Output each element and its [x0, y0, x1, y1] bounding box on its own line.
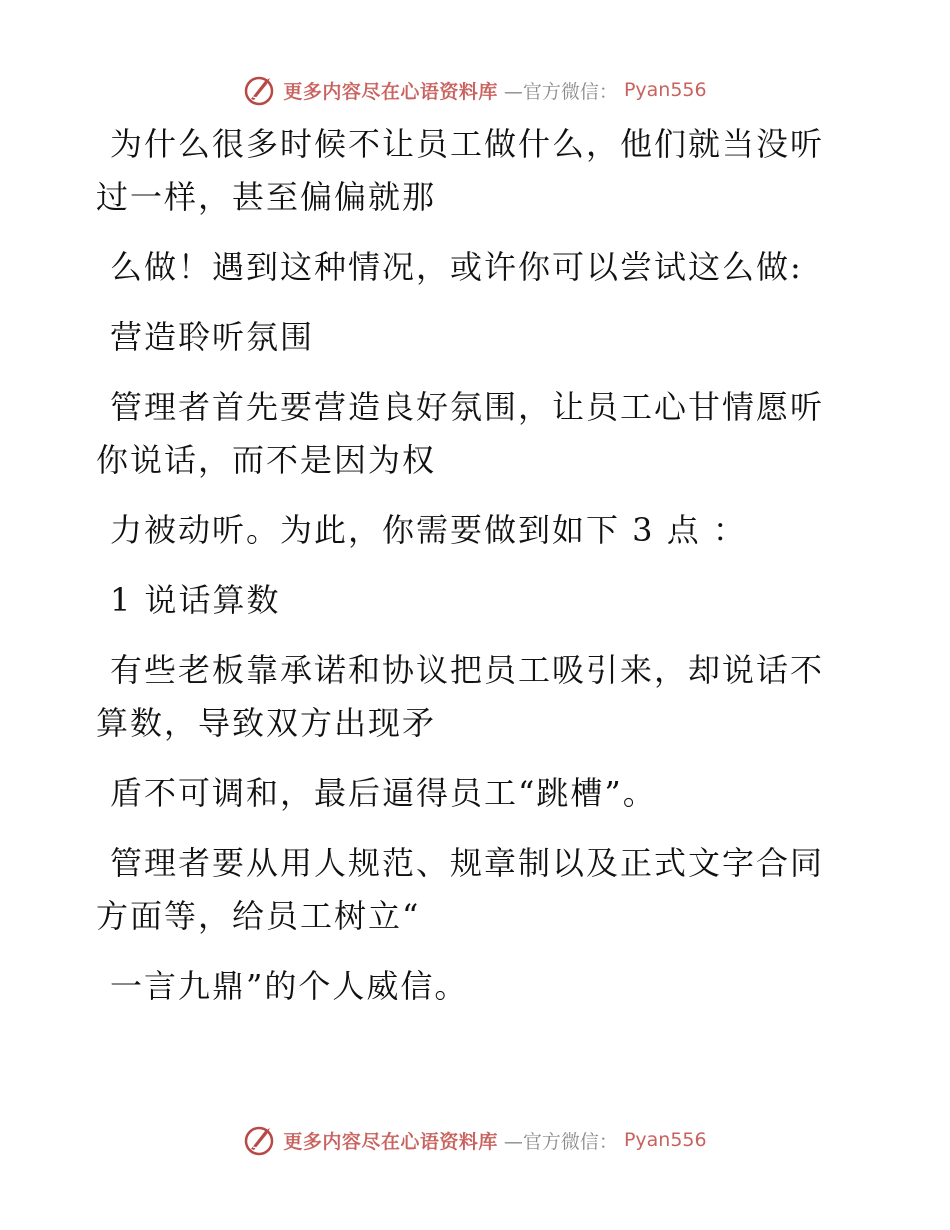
header-watermark	[0, 70, 950, 110]
watermark-separator: —官方微信：	[503, 1130, 618, 1153]
document-body	[96, 118, 836, 1030]
watermark-account: Pyan556	[623, 79, 707, 101]
quill-circle-logo	[243, 73, 277, 107]
paragraph	[96, 381, 836, 487]
paragraph	[96, 837, 836, 943]
paragraph-line: 有些老板靠承诺和协议把员工吸引来，却说话不	[110, 651, 825, 689]
watermark-separator: —官方微信：	[503, 80, 618, 103]
paragraph-line: 方面等，给员工树立“	[96, 897, 421, 935]
paragraph-line: 么做！遇到这种情况，或许你可以尝试这么做:	[110, 248, 803, 286]
paragraph	[96, 241, 836, 294]
paragraph	[96, 504, 836, 557]
watermark-text: 更多内容尽在心语资料库	[283, 1130, 498, 1153]
section-heading	[96, 311, 836, 364]
paragraph-line: 算数，导致双方出现矛	[96, 704, 437, 742]
paragraph-line: 营造聆听氛围	[110, 318, 315, 356]
paragraph	[96, 767, 836, 820]
paragraph-line: 管理者首先要营造良好氛围，让员工心甘情愿听	[110, 388, 825, 426]
subsection-heading	[96, 574, 836, 627]
paragraph-line: 过一样，甚至偏偏就那	[96, 178, 437, 216]
paragraph	[96, 644, 836, 750]
paragraph-line: 你说话，而不是因为权	[96, 441, 437, 479]
watermark-text: 更多内容尽在心语资料库	[283, 80, 498, 103]
paragraph-line: 力被动听。为此，你需要做到如下 3 点 ：	[110, 511, 747, 549]
paragraph-line: 一言九鼎”的个人威信。	[110, 967, 469, 1005]
paragraph-line: 盾不可调和，最后逼得员工“跳槽”。	[110, 774, 657, 812]
footer-watermark	[0, 1120, 950, 1160]
paragraph	[96, 960, 836, 1013]
paragraph	[96, 118, 836, 224]
watermark-account: Pyan556	[623, 1129, 707, 1151]
paragraph-line: 为什么很多时候不让员工做什么，他们就当没听	[110, 125, 825, 163]
quill-circle-logo	[243, 1123, 277, 1157]
paragraph-line: 管理者要从用人规范、规章制以及正式文字合同	[110, 844, 825, 882]
paragraph-line: 1 说话算数	[110, 581, 281, 619]
